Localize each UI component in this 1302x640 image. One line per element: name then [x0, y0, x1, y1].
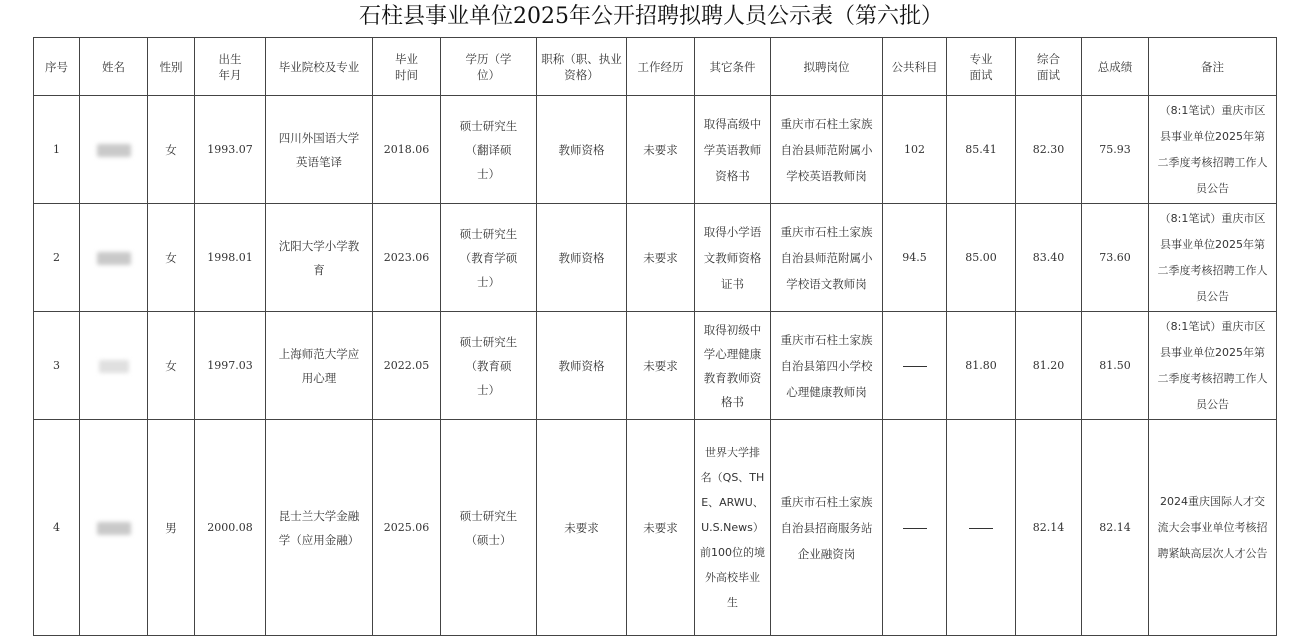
cell-gender: 女	[148, 312, 195, 420]
header-overall-interview: 综合面试	[1016, 38, 1082, 96]
cell-public-subject	[883, 420, 947, 636]
cell-overall-interview: 81.20	[1016, 312, 1082, 420]
header-grad-time: 毕业时间	[373, 38, 441, 96]
cell-other: 取得初级中学心理健康教育教师资格书	[695, 312, 771, 420]
cell-birth: 1997.03	[195, 312, 266, 420]
cell-school: 上海师范大学应用心理	[266, 312, 373, 420]
cell-grad-time: 2018.06	[373, 96, 441, 204]
redacted-name	[97, 144, 131, 157]
cell-degree: 硕士研究生（教育学硕士）	[441, 204, 537, 312]
cell-experience: 未要求	[627, 204, 695, 312]
cell-gender: 男	[148, 420, 195, 636]
header-degree: 学历（学位）	[441, 38, 537, 96]
cell-title-cert: 未要求	[537, 420, 627, 636]
cell-public-subject-dash	[903, 366, 927, 367]
cell-other: 世界大学排名（QS、THE、ARWU、U.S.News）前100位的境外高校毕业生	[695, 420, 771, 636]
redacted-name	[99, 360, 129, 373]
cell-school: 四川外国语大学英语笔译	[266, 96, 373, 204]
cell-seq: 2	[34, 204, 80, 312]
cell-title-cert: 教师资格	[537, 96, 627, 204]
table-row	[34, 312, 1277, 420]
header-total: 总成绩	[1082, 38, 1149, 96]
cell-degree: 硕士研究生（教育硕士）	[441, 312, 537, 420]
cell-gender: 女	[148, 96, 195, 204]
cell-name-redacted	[80, 204, 148, 312]
header-birth: 出生年月	[195, 38, 266, 96]
header-post: 拟聘岗位	[771, 38, 883, 96]
cell-birth: 2000.08	[195, 420, 266, 636]
cell-gender: 女	[148, 204, 195, 312]
cell-total: 81.50	[1082, 312, 1149, 420]
cell-interview	[947, 420, 1016, 636]
cell-overall-interview: 82.14	[1016, 420, 1082, 636]
cell-seq: 3	[34, 312, 80, 420]
cell-experience: 未要求	[627, 312, 695, 420]
cell-name-redacted	[80, 312, 148, 420]
cell-birth: 1993.07	[195, 96, 266, 204]
cell-remarks: 2024重庆国际人才交流大会事业单位考核招聘紧缺高层次人才公告	[1149, 420, 1277, 636]
cell-interview: 81.80	[947, 312, 1016, 420]
header-interview: 专业面试	[947, 38, 1016, 96]
redacted-name	[97, 252, 131, 265]
cell-grad-time: 2023.06	[373, 204, 441, 312]
cell-school: 沈阳大学小学教育	[266, 204, 373, 312]
cell-remarks: （8:1笔试）重庆市区县事业单位2025年第二季度考核招聘工作人员公告	[1149, 204, 1277, 312]
cell-seq: 4	[34, 420, 80, 636]
cell-post: 重庆市石柱土家族自治县师范附属小学校语文教师岗	[771, 204, 883, 312]
cell-experience: 未要求	[627, 420, 695, 636]
cell-degree: 硕士研究生（翻译硕士）	[441, 96, 537, 204]
header-other: 其它条件	[695, 38, 771, 96]
cell-school: 昆士兰大学金融学（应用金融）	[266, 420, 373, 636]
redacted-name	[97, 522, 131, 535]
cell-title-cert: 教师资格	[537, 312, 627, 420]
cell-total: 75.93	[1082, 96, 1149, 204]
cell-public-subject	[883, 312, 947, 420]
header-remarks: 备注	[1149, 38, 1277, 96]
header-gender: 性别	[148, 38, 195, 96]
header-public-subject: 公共科目	[883, 38, 947, 96]
cell-other: 取得高级中学英语教师资格书	[695, 96, 771, 204]
cell-remarks: （8:1笔试）重庆市区县事业单位2025年第二季度考核招聘工作人员公告	[1149, 312, 1277, 420]
header-title-cert: 职称（职、执业资格）	[537, 38, 627, 96]
cell-public-subject-dash	[903, 528, 927, 529]
header-name: 姓名	[80, 38, 148, 96]
page-title: 石柱县事业单位2025年公开招聘拟聘人员公示表（第六批）	[359, 4, 943, 29]
cell-name-redacted	[80, 96, 148, 204]
results-table	[33, 37, 1277, 636]
header-seq: 序号	[34, 38, 80, 96]
cell-overall-interview: 83.40	[1016, 204, 1082, 312]
cell-public-subject: 102	[883, 96, 947, 204]
table-row	[34, 420, 1277, 636]
cell-overall-interview: 82.30	[1016, 96, 1082, 204]
cell-total: 73.60	[1082, 204, 1149, 312]
cell-post: 重庆市石柱土家族自治县师范附属小学校英语教师岗	[771, 96, 883, 204]
header-row	[34, 38, 1277, 96]
cell-remarks: （8:1笔试）重庆市区县事业单位2025年第二季度考核招聘工作人员公告	[1149, 96, 1277, 204]
cell-name-redacted	[80, 420, 148, 636]
cell-degree: 硕士研究生（硕士）	[441, 420, 537, 636]
cell-total: 82.14	[1082, 420, 1149, 636]
cell-post: 重庆市石柱土家族自治县第四小学校心理健康教师岗	[771, 312, 883, 420]
table-row	[34, 96, 1277, 204]
cell-seq: 1	[34, 96, 80, 204]
cell-grad-time: 2025.06	[373, 420, 441, 636]
cell-other: 取得小学语文教师资格证书	[695, 204, 771, 312]
table-row	[34, 204, 1277, 312]
cell-interview: 85.41	[947, 96, 1016, 204]
cell-public-subject: 94.5	[883, 204, 947, 312]
cell-interview: 85.00	[947, 204, 1016, 312]
cell-grad-time: 2022.05	[373, 312, 441, 420]
cell-experience: 未要求	[627, 96, 695, 204]
cell-title-cert: 教师资格	[537, 204, 627, 312]
header-experience: 工作经历	[627, 38, 695, 96]
cell-interview-dash	[969, 528, 993, 529]
cell-birth: 1998.01	[195, 204, 266, 312]
header-school: 毕业院校及专业	[266, 38, 373, 96]
cell-post: 重庆市石柱土家族自治县招商服务站企业融资岗	[771, 420, 883, 636]
